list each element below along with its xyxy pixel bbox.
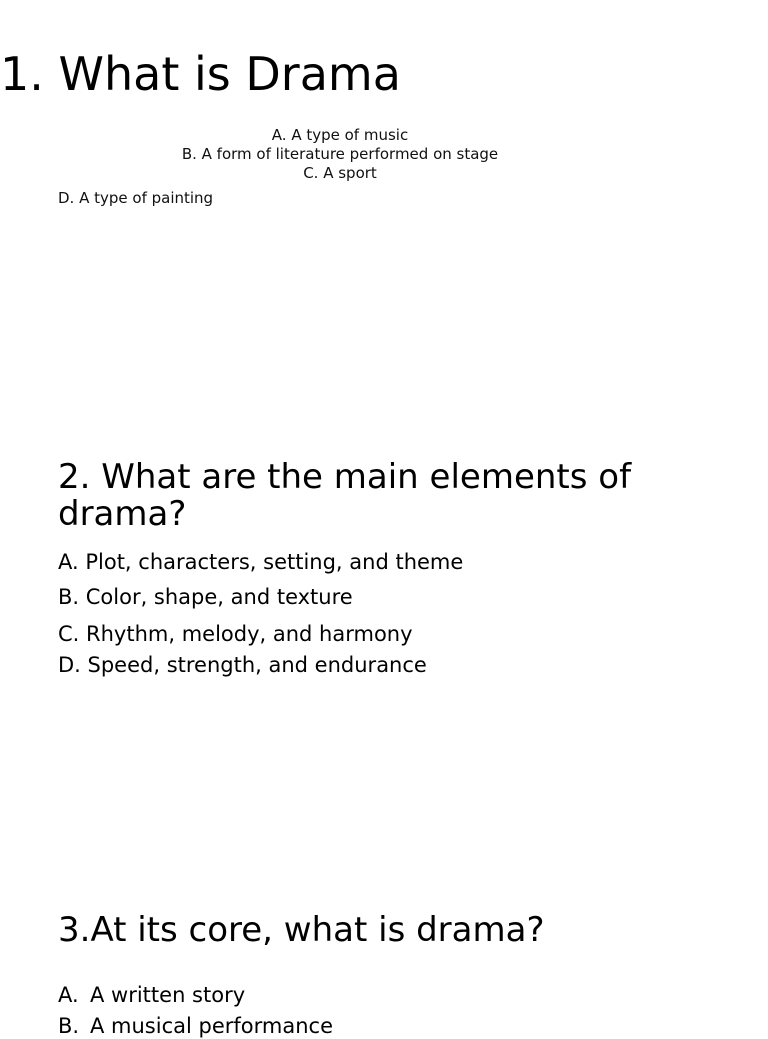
question-2-option-d: D. Speed, strength, and endurance [58,653,427,677]
question-3-option-b-letter: B. [58,1014,80,1038]
question-2-option-c: C. Rhythm, melody, and harmony [58,622,413,646]
question-3-option-a [58,982,245,1008]
question-3-option-a-letter: A. [58,983,79,1007]
question-1-option-a: A. A type of music [271,126,409,144]
question-1-option-d: D. A type of painting [58,189,214,207]
question-3-option-a-text: A written story [90,983,246,1007]
question-1-option-c: C. A sport [303,164,377,182]
question-2-option-a: A. Plot, characters, setting, and theme [58,550,464,574]
question-2-title: 2. What are the main elements of drama? [58,457,632,534]
question-3-option-b [58,1013,333,1039]
question-2-option-b: B. Color, shape, and texture [58,585,353,609]
question-3-title: 3.At its core, what is drama? [58,910,545,950]
question-3-option-b-text: A musical performance [90,1014,333,1038]
question-1-title: 1. What is Drama [0,47,401,101]
question-1-option-b: B. A form of literature performed on stage [181,145,499,163]
